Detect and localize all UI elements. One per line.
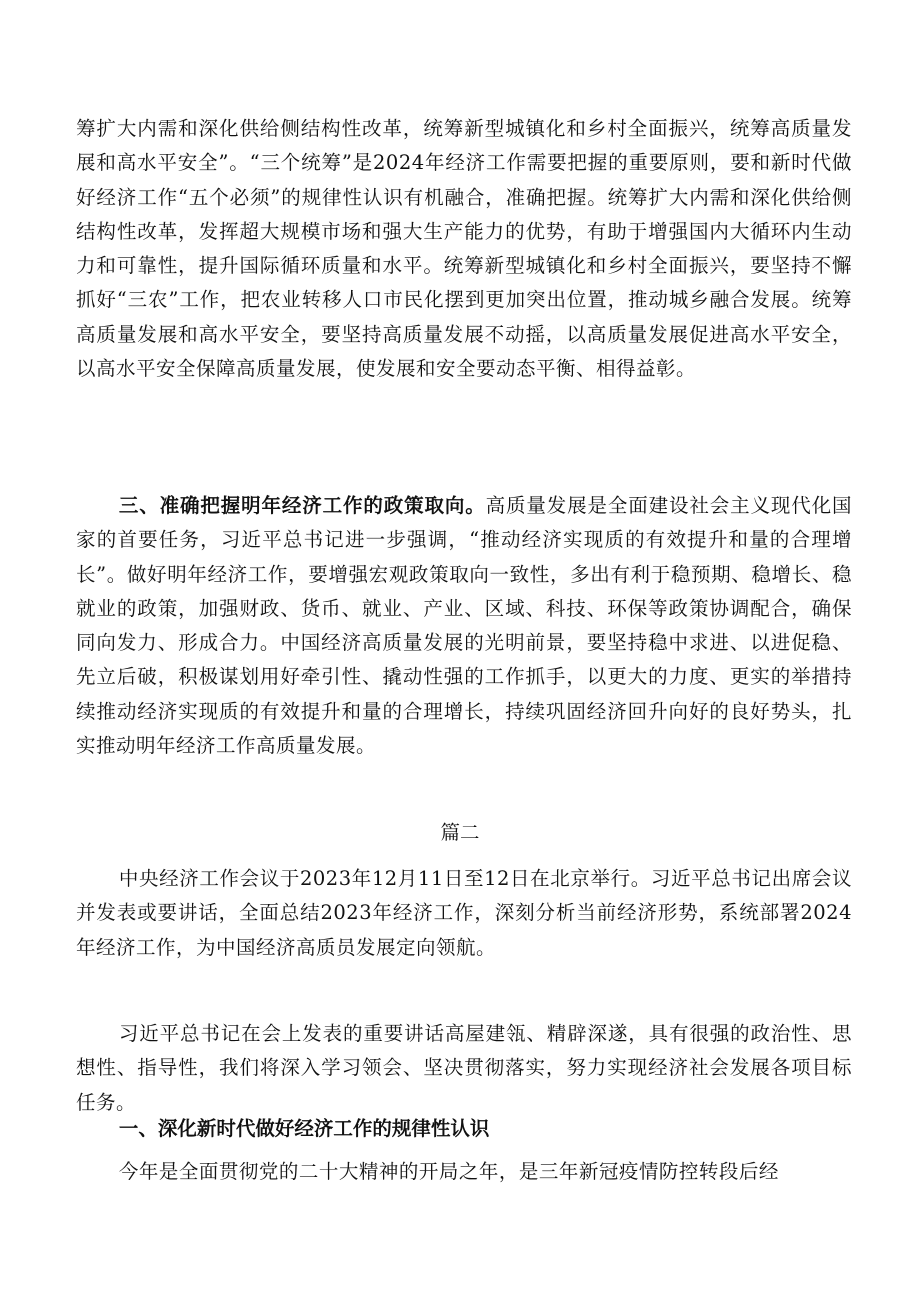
paragraph-policy-orientation [76, 489, 852, 763]
paragraph-conference-intro: 中央经济工作会议于2023年12月11日至12日在北京举行。习近平总书记出席会议并发表或要讲话，全面总结2023年经济工作，深刻分析当前经济形势，系统部署2024年经济工作，为中国经济高质员发展定向领航。 [76, 867, 852, 959]
paragraph-speech-summary: 习近平总书记在会上发表的重要讲话高屋建瓴、精辟深遂，具有很强的政治性、思想性、指导性，我们将深入学习领会、坚决贯彻落实，努力实现经济社会发展各项目标任务。 [76, 1022, 852, 1114]
section-heading: 一、深化新时代做好经济工作的规律性认识 [118, 1117, 490, 1140]
paragraph-lead-heading: 三、准确把握明年经济工作的政策取向。 [118, 494, 486, 517]
paragraph-body: 高质量发展是全面建设社会主义现代化国家的首要任务，习近平总书记进一步强调，“推动经济实现质的有效提升和量的合理增长”。做好明年经济工作，要增强宏观政策取向一致性，多出有利于稳预期、稳增长、稳就业的政策，加强财政、货币、就业、产业、区域、科技、环保等政策协调配合，确保同向发力、形成合力。中国经济高质量发展的光明前景，要坚持稳中求进、以进促稳、先立后破，积极谋划用好牵引性、撬动性强的工作抓手，以更大的力度、更实的举措持续推动经济实现质的有效提升和量的合理增长，持续巩固经济回升向好的良好势头，扎实推动明年经济工作高质量发展。 [76, 494, 852, 758]
paragraph-year-overview: 今年是全面贯彻党的二十大精神的开局之年，是三年新冠疫情防控转段后经 [118, 1160, 779, 1183]
section-title: 篇二 [440, 821, 480, 844]
paragraph-three-coordinations: 筹扩大内需和深化供给侧结构性改革，统筹新型城镇化和乡村全面振兴，统筹高质量发展和高水平安全”。“三个统筹”是2024年经济工作需要把握的重要原则，要和新时代做好经济工作“五个必须”的规律性认识有机融合，准确把握。统筹扩大内需和深化供给侧结构性改革，发挥超大规模市场和强大生产能力的优势，有助于增强国内大循环内生动力和可靠性，提升国际循环质量和水平。统筹新型城镇化和乡村全面振兴，要坚持不懈抓好“三农”工作，把农业转移人口市民化摆到更加突出位置，推动城乡融合发展。统筹高质量发展和高水平安全，要坚持高质量发展不动摇，以高质量发展促进高水平安全，以高水平安全保障高质量发展，使发展和安全要动态平衡、相得益彰。 [76, 117, 852, 381]
